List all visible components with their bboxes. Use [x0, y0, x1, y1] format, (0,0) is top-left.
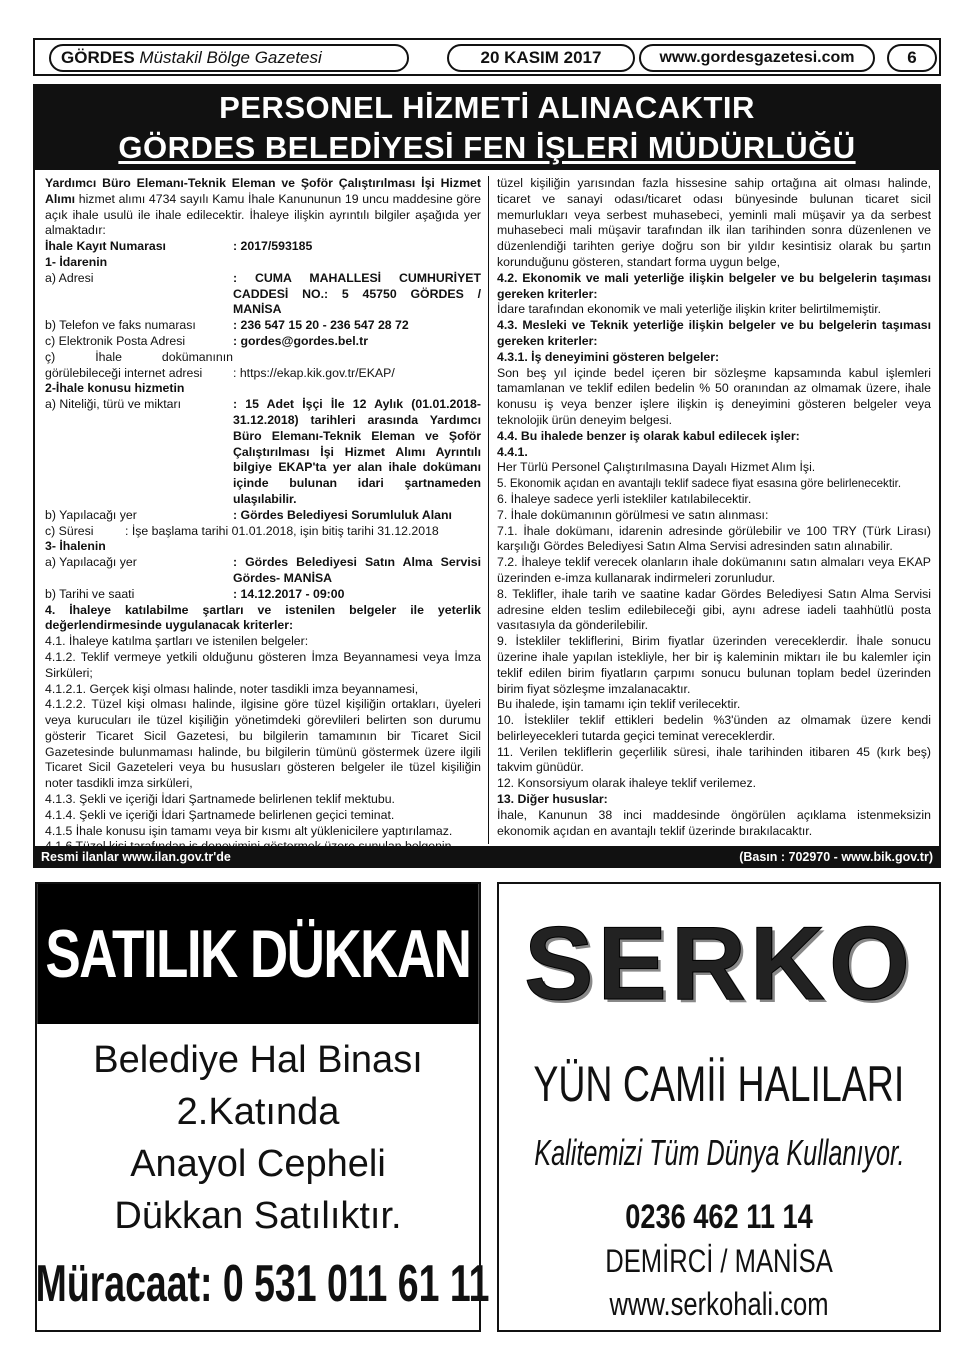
para-4-3-1-text: Son beş yıl içinde bedel içeren bir sözleşme kapsamında kabul işlemleri tamamlanan ve teklif edilen bedelin % 50 oranından az olmamak üzere, ihale konusu iş veya benzer işlere ilişkin iş deneyimini gösteren belgeler veya teknolojik ürün deneyim belgesi.: [497, 365, 931, 427]
tarih-row: [45, 587, 481, 603]
ad-left-body: [37, 1034, 479, 1242]
notice-banner: [33, 84, 941, 170]
brand-pill: [49, 44, 409, 72]
mail-key: c) Elektronik Posta Adresi: [45, 333, 186, 348]
para-7-1: 7.1. İhale dokümanı, idarenin adresinde görülebilir ve 100 TRY (Türk Lirası) karşılığı Gördes Belediyesi Satın Alma Servisi adresinden satın alınabilir.: [497, 523, 931, 554]
banner-title: PERSONEL HİZMETİ ALINACAKTIR: [219, 90, 755, 125]
brand-subtitle: Müstakil Bölge Gazetesi: [139, 48, 322, 67]
para-13-text: İhale, Kanunun 38 inci maddesinde öngörülen açıklama istenmeksizin ekonomik açıdan en avantajlı teklif üzerinde bırakılacaktır.: [497, 807, 931, 838]
adres-key: a) Adresi: [45, 270, 94, 285]
adres-value: : CUMA MAHALLESİ CUMHURİYET CADDESİ NO.: 5 45750 GÖRDES / MANİSA: [233, 270, 481, 317]
web-row: [45, 350, 481, 382]
ihale-yer-key: a) Yapılacağı yer: [45, 555, 137, 570]
para-9b: Bu ihalede, işin tamamı için teklif verilecektir.: [497, 697, 741, 712]
adres-row: [45, 271, 481, 318]
intro-text: hizmet alımı 4734 sayılı Kamu İhale Kanununun 19 uncu maddesine göre açık ihale usulü ile ihale edilecektir. İhaleye ilişkin ayrıntılı bilgiler aşağıda yer almaktadır:: [45, 191, 481, 238]
web-value: : https://ekap.kik.gov.tr/EKAP/: [233, 365, 395, 380]
para-4-2-text: İdare tarafından ekonomik ve mali yeterliğe ilişkin kriter belirtilmemiştir.: [497, 302, 882, 317]
brand-name: GÖRDES: [61, 48, 135, 67]
web-key: ç) İhale dokümanının görülebileceği internet adresi: [45, 349, 233, 380]
ad-serko: [497, 882, 941, 1332]
para-4-1-3: 4.1.3. Şekli ve içeriği İdari Şartnamede belirlenen teklif mektubu.: [45, 792, 395, 807]
para-13: 13. Diğer hususlar:: [497, 792, 608, 807]
notice-footer: [33, 846, 941, 868]
yer-row: [45, 508, 481, 524]
sure-value: : İşe başlama tarihi 01.01.2018, işin bitiş tarihi 31.12.2018: [125, 523, 439, 538]
ad-right-web: www.serkohali.com: [609, 1286, 829, 1322]
para-7-2: 7.2. İhaleye teklif verecek olanların ihale dokümanını satın almaları veya EKAP üzerinden e-imza kullanarak indirmeleri zorunludur.: [497, 555, 931, 585]
section-3: 3- İhalenin: [45, 539, 106, 554]
para-4-1-5: 4.1.5 İhale konusu işin tamamı veya bir kısmı alt yüklenicilere yaptırılamaz.: [45, 823, 453, 838]
tel-row: [45, 318, 481, 334]
ad-satilik-dukkan: [35, 882, 490, 1332]
para-10: 10. İstekliler teklif ettikleri bedelin %3'ünden az olmamak üzere kendi belirleyecekleri tutarda geçici teminat vereceklerdir.: [497, 713, 931, 743]
para-4-4-1: 4.4.1.: [497, 444, 528, 459]
ad-right-product: YÜN CAMİİ HALILARI: [533, 1056, 905, 1112]
ihale-yer-row: [45, 555, 481, 587]
para-6: 6. İhaleye sadece yerli istekliler katılabilecektir.: [497, 491, 752, 506]
tarih-key: b) Tarihi ve saati: [45, 586, 135, 601]
ad-left-line-1: Belediye Hal Binası: [93, 1039, 423, 1081]
tel-value: : 236 547 15 20 - 236 547 28 72: [233, 318, 409, 333]
tarih-value: : 14.12.2017 - 09:00: [233, 586, 345, 601]
para-4-1-2-2: 4.1.2.2. Tüzel kişi olması halinde, ilgisine göre tüzel kişiliğin ortakları, üyeleri veya kurucuları ile tüzel kişiliğin yönetimdeki görevlileri belirten son durumu gösterir Ticaret Sicil Gazetesi, bu bilgilerin tamamının bir Ticaret Sicil Gazetesinde bulunmaması halinde, bu bilgilerin tümünü göstermek üzere ilgili Ticaret Sicil Gazeteleri veya bu hususları gösteren belgeler ile tüzel kişiliğin noter tasdikli imza sirküleri,: [45, 697, 481, 791]
para-12: 12. Konsorsiyum olarak ihaleye teklif verilemez.: [497, 776, 757, 791]
yer-value: : Gördes Belediyesi Sorumluluk Alanı: [233, 507, 452, 522]
section-4: 4. İhaleye katılabilme şartları ve istenilen belgeler ile yeterlik değerlendirmesinde uygulanacak kriterler:: [45, 602, 481, 633]
para-4-3: 4.3. Mesleki ve Teknik yeterliğe ilişkin belgeler ve bu belgelerin taşıması gereken kriterler:: [497, 318, 931, 348]
kayit-key: İhale Kayıt Numarası: [45, 239, 166, 254]
para-4-4-1-text: Her Türlü Personel Çalıştırılmasına Dayalı Hizmet Alım İşi.: [497, 460, 816, 475]
para-4-2: 4.2. Ekonomik ve mali yeterliğe ilişkin belgeler ve bu belgelerin taşıması gereken kriterler:: [497, 270, 931, 301]
ad-left-line-4: Dükkan Satılıktır.: [114, 1195, 402, 1237]
issue-date: 20 KASIM 2017: [447, 44, 635, 72]
masthead: [33, 38, 941, 76]
nitelik-row: [45, 397, 481, 508]
para-4-1-4: 4.1.4. Şekli ve içeriği İdari Şartnamede belirlenen geçici teminat.: [45, 807, 395, 822]
sure-key: c) Süresi: [45, 523, 94, 538]
ihale-yer-value: : Gördes Belediyesi Satın Alma Servisi Gördes- MANİSA: [233, 555, 481, 585]
ad-left-contact: Müracaat: 0 531 011 61 11: [35, 1255, 490, 1313]
para-5: 5. Ekonomik açıdan en avantajlı teklif sadece fiyat esasına göre belirlenecektir.: [497, 477, 902, 491]
ad-right-city: DEMİRCİ / MANİSA: [605, 1243, 833, 1279]
column-divider: [488, 176, 489, 844]
mail-row: [45, 334, 481, 350]
para-4-1-2: 4.1.2. Teklif vermeye yetkili olduğunu gösteren İmza Beyannamesi veya İmza Sirküleri;: [45, 649, 481, 680]
yer-key: b) Yapılacağı yer: [45, 507, 137, 522]
banner-subtitle: GÖRDES BELEDİYESİ FEN İŞLERİ MÜDÜRLÜĞÜ: [118, 130, 856, 165]
intro: [45, 176, 481, 239]
nitelik-value: : 15 Adet İşçi İle 12 Aylık (01.01.2018-31.12.2018) tarihleri arasında Yardımcı Büro Elemanı-Teknik Eleman ve Şoför Çalıştırılması İşi Hizmet Alımı Ayrıntılı bilgiye EKAP'ta yer alan ihale dokümanı içinde bulunan idari şartnameden ulaşılabilir.: [233, 397, 481, 506]
para-9: 9. İstekliler tekliflerini, Birim fiyatlar üzerinden vereceklerdir. İhale sonucu üzerine ihale yapılan istekliyle, her bir iş kaleminin miktarı ile bu kalemler için teklif edilen birim fiyatların çarpımı sonucu bulunan toplam bedel üzerinden birim fiyat sözleşme imzalanacaktır.: [497, 634, 931, 696]
page-number: 6: [887, 44, 937, 72]
kayit-row: [45, 239, 481, 255]
ad-left-line-3: Anayol Cepheli: [130, 1143, 386, 1185]
para-4-3-1: 4.3.1. İş deneyimini gösteren belgeler:: [497, 349, 720, 364]
mail-value: : gordes@gordes.bel.tr: [233, 333, 368, 348]
intro-bold: Yardımcı Büro Elemanı-Teknik Eleman ve Şoför Çalıştırılması İşi Hizmet Alımı: [45, 176, 481, 206]
para-4-1: 4.1. İhaleye katılma şartları ve istenilen belgeler:: [45, 634, 309, 649]
nitelik-key: a) Niteliği, türü ve miktarı: [45, 397, 181, 412]
para-4-1-2-1: 4.1.2.1. Gerçek kişi olması halinde, noter tasdikli imza beyannamesi,: [45, 681, 419, 696]
website-pill: www.gordesgazetesi.com: [639, 44, 875, 72]
para-7: 7. İhale dokümanının görülmesi ve satın alınması:: [497, 507, 769, 522]
tel-key: b) Telefon ve faks numarası: [45, 318, 196, 333]
ad-left-title: SATILIK DÜKKAN: [37, 884, 478, 1024]
ad-right-phone: 0236 462 11 14: [625, 1198, 813, 1236]
tender-notice: [33, 170, 941, 846]
para-11: 11. Verilen tekliflerin geçerlilik süresi, ihale tarihinden itibaren 45 (kırk beş) takvim günüdür.: [497, 744, 931, 775]
notice-left-column: [45, 176, 481, 855]
sure-row: [45, 524, 481, 540]
notice-right-column: [497, 176, 931, 839]
ad-left-line-2: 2.Katında: [176, 1091, 340, 1133]
para-4-4: 4.4. Bu ihalede benzer iş olarak kabul edilecek işler:: [497, 428, 800, 443]
ad-right-slogan: Kalitemizi Tüm Dünya Kullanıyor.: [533, 1132, 905, 1173]
para-8: 8. Teklifler, ihale tarih ve saatine kadar Gördes Belediyesi Satın Alma Servisi adresine elden teslim edilebileceği gibi, aynı adrese iadeli taahhütlü posta vasıtasıyla da gönderilebilir.: [497, 586, 931, 633]
kayit-value: : 2017/593185: [233, 239, 313, 254]
para-r1: tüzel kişiliğin yarısından fazla hissesine sahip ortağına ait olması halinde, ticaret ve sanayi odası/ticaret odası bünyesinde bulunan ticaret sicil memurlukları veya serbest muhasebeci, yeminli mali müşavir ya da serbest muhasebeci mali müşavir tarafından ilk ilan tarihinden sonra düzenlenen ve düzenlendiği tarihten geriye doğru son bir yıldır kesintisiz olarak bu şartın korunduğunu gösteren, standart forma uygun belge,: [497, 176, 931, 269]
ad-right-brand: SERKO: [524, 906, 914, 1022]
section-1: 1- İdarenin: [45, 254, 108, 269]
section-2: 2-İhale konusu hizmetin: [45, 381, 185, 396]
footer-right: (Basın : 702970 - www.bik.gov.tr): [739, 850, 933, 864]
footer-left: Resmi ilanlar www.ilan.gov.tr'de: [41, 850, 231, 864]
